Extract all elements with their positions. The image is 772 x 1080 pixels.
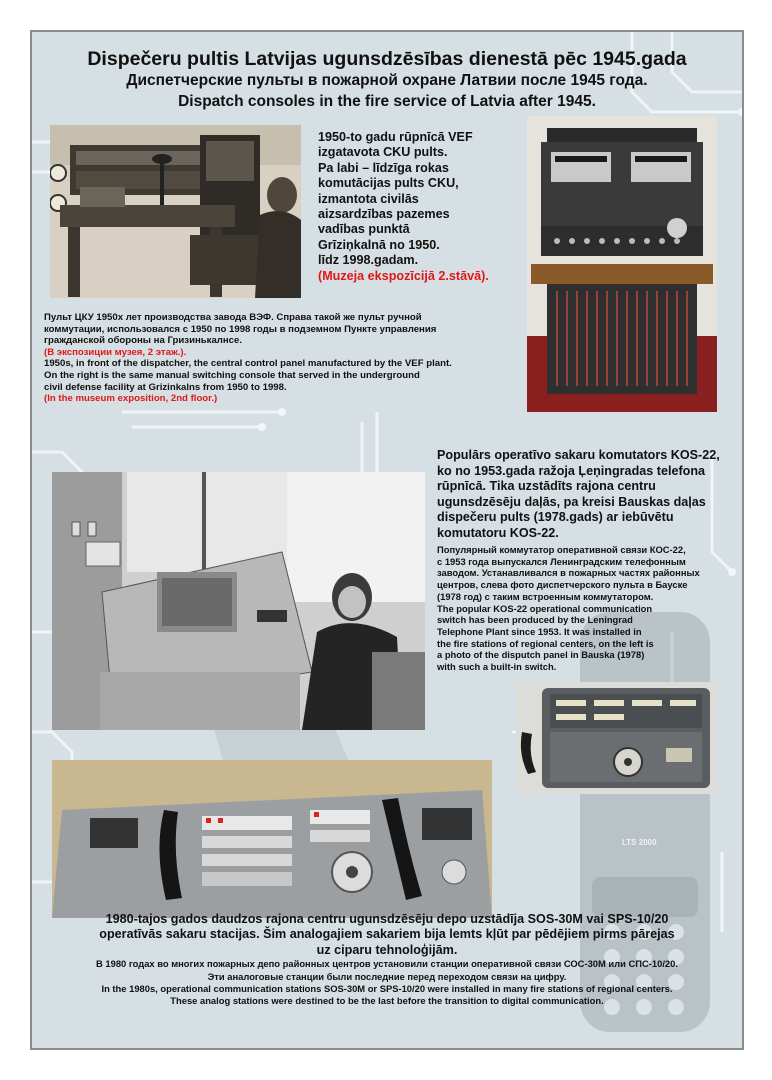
section3-ru-line: Эти аналоговые станции были последние перед переходом связи на цифру. [207, 970, 567, 982]
title-latvian: Dispečeru pultis Latvijas ugunsdzēsības dienestā pēc 1945.gada [87, 48, 687, 70]
section2-caption [437, 544, 737, 673]
section2-lv-line: dispečeru pults (1978.gads) ar iebūvētu [437, 510, 674, 525]
title-english: Dispatch consoles in the fire service of Latvia after 1945. [178, 93, 596, 110]
section1-en-museum-note: (In the museum exposition, 2nd floor.) [44, 393, 218, 405]
poster [30, 30, 744, 1050]
section1-ru-line: Пульт ЦКУ 1950х лет производства завода ВЭФ. Справа такой же пульт ручной [44, 312, 422, 323]
section1-lv-line: Grīziņkalnā no 1950. [318, 237, 440, 252]
photo-cku-switchboard [527, 116, 717, 412]
section3-lv-line: operatīvās sakaru stacijas. Šim analogajiem sakariem bija lemts kļūt par pēdējiem pirms pārejas [99, 927, 675, 942]
section1-lv-line: līdz 1998.gadam. [318, 253, 419, 268]
section2-ru-line: центров, слева фото диспетчерского пульта в Бауске [437, 579, 688, 591]
section1-lv-museum-note: (Muzeja ekspozīcijā 2.stāvā). [318, 268, 489, 283]
section2-latvian-text [437, 448, 737, 542]
section2-lv-line: Populārs operatīvo sakaru komutators KOS-22, [437, 448, 720, 462]
section2-lv-line: komutatoru KOS-22. [437, 525, 559, 540]
section1-en-line: 1950s, in front of the dispatcher, the central control panel manufactured by the VEF plant. [44, 358, 452, 370]
section1-ru-line: гражданской обороны на Гризинькалнсе. [44, 335, 243, 347]
title-russian: Диспетчерские пульты в пожарной охране Латвии после 1945 года. [126, 72, 648, 89]
section1-lv-line: izmantota civilās [318, 191, 419, 206]
section3-ru-line: В 1980 годах во многих пожарных депо районных центров установили станции оперативной связи СОС-30М или СПС-10/20. [96, 958, 678, 970]
section2-en-line: switch has been produced by the Leningrad [437, 614, 633, 626]
section2-en-line: The popular KOS-22 operational communication [437, 602, 653, 614]
section2-lv-line: ugunsdzēsēju daļās, pa kreisi Bauskas daļas [437, 494, 706, 509]
section3-lv-line: 1980-tajos gados daudzos rajona centru ugunsdzēsēju depo uzstādīja SOS-30M vai SPS-10/20 [105, 912, 669, 926]
section1-caption [44, 312, 522, 405]
section1-lv-line: aizsardzības pazemes [318, 207, 450, 222]
photo-kos22-switch [516, 682, 716, 794]
radio-brand-label: LTS 2000 [622, 838, 657, 847]
section2-lv-line: rūpnīcā. Tika uzstādīts rajona centru [437, 479, 656, 494]
section2-en-line: with such a built-in switch. [437, 661, 557, 673]
section2-en-line: a photo of the disputch panel in Bauska (1978) [437, 649, 645, 661]
section3-text [32, 912, 742, 1008]
section1-ru-museum-note: (В экспозиции музея, 2 этаж.). [44, 346, 187, 358]
section2-ru-line: (1978 год) с таким встроенным коммутатором. [437, 590, 654, 602]
photo-dispatcher-room-1950s [50, 125, 301, 298]
section2-ru-line: с 1953 года выпускался Ленинградским телефонным [437, 555, 686, 567]
section3-en-line: In the 1980s, operational communication stations SOS-30M or SPS-10/20 were installed in many fire stations of regional centers. [101, 983, 673, 995]
section1-lv-line: komutācijas pults CKU, [318, 176, 459, 191]
section2-lv-line: ko no 1953.gada ražoja Ļeņingradas telefona [437, 463, 706, 478]
section1-lv-line: vadības punktā [318, 222, 410, 237]
section3-lv-line: uz ciparu tehnoloģijām. [316, 942, 458, 957]
section2-en-line: the fire stations of regional centers, on the left is [437, 637, 654, 649]
section1-lv-line: Pa labi – līdzīga rokas [318, 160, 449, 175]
section1-en-line: civil defense facility at Grizinkalns from 1950 to 1998. [44, 381, 287, 393]
section1-ru-line: коммутации, использовался с 1950 по 1998 годы в подземном Пункте управления [44, 323, 437, 335]
section1-lv-line: izgatavota CKU pults. [318, 145, 448, 160]
section2-ru-line: заводом. Устанавливался в пожарных частях районных [437, 567, 700, 579]
section3-en-line: These analog stations were destined to be the last before the transition to digital communication. [170, 995, 604, 1007]
section1-lv-line: 1950-to gadu rūpnīcā VEF [318, 130, 473, 144]
photo-sos30m-console [52, 760, 492, 918]
photo-bauska-dispatcher-1978 [52, 472, 425, 730]
section2-en-line: Telephone Plant since 1953. It was installed in [437, 625, 642, 637]
section1-latvian-text [318, 130, 504, 284]
section1-en-line: On the right is the same manual switching console that served in the underground [44, 369, 420, 381]
section2-ru-line: Популярный коммутатор оперативной связи КОС-22, [437, 544, 686, 555]
